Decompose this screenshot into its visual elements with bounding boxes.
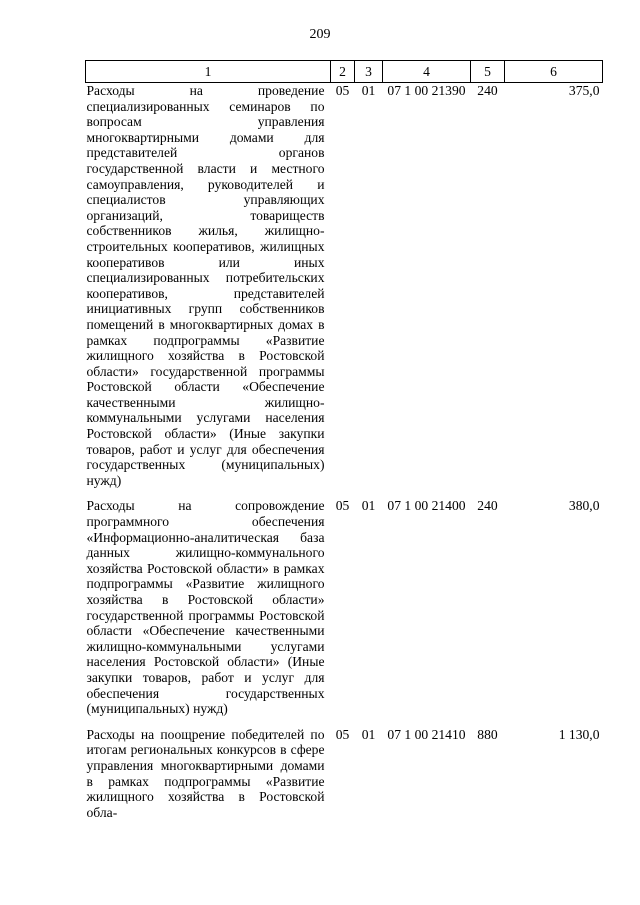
column-header-amount: 6 bbox=[505, 61, 603, 83]
page-number: 209 bbox=[309, 27, 331, 42]
row-section: 05 bbox=[335, 498, 350, 514]
column-header-target-article: 4 bbox=[383, 61, 471, 83]
budget-table bbox=[85, 60, 603, 820]
row-amount: 380,0 bbox=[568, 498, 600, 514]
column-header-section: 2 bbox=[331, 61, 355, 83]
row-description: Расходы на поощрение победителей по итогам региональных конкурсов в сфере управления многоквартирными домами в рамках подпрограммы «Развитие жилищного хозяйства в Ростовской обла- bbox=[86, 726, 325, 820]
table-row bbox=[86, 498, 603, 716]
row-section: 05 bbox=[335, 83, 350, 98]
column-header-subsection: 3 bbox=[355, 61, 383, 83]
row-expense-type: 880 bbox=[477, 726, 498, 742]
row-description: Расходы на сопровождение программного обеспечения «Информационно-аналитическая база данных жилищно-коммунального хозяйства Ростовской области» в рамках подпрограммы «Развитие жилищного хозяйства в Ростовской области» государственной программы Ростовской области «Обеспечение качественными жилищно-коммунальными услугами населения Ростовской области» (Иные закупки товаров, работ и услуг для обеспечения государственных (муниципальных) нужд) bbox=[86, 498, 325, 717]
table-row bbox=[86, 727, 603, 821]
row-target-article: 07 1 00 21390 bbox=[387, 83, 466, 98]
row-subsection: 01 bbox=[361, 498, 376, 514]
row-amount: 1 130,0 bbox=[558, 726, 600, 742]
row-amount: 375,0 bbox=[568, 83, 600, 98]
row-target-article: 07 1 00 21410 bbox=[387, 726, 466, 742]
row-spacer bbox=[86, 488, 603, 498]
column-header-description: 1 bbox=[86, 61, 331, 83]
row-section: 05 bbox=[335, 726, 350, 742]
row-target-article: 07 1 00 21400 bbox=[387, 498, 466, 514]
table-row bbox=[86, 83, 603, 489]
row-subsection: 01 bbox=[361, 83, 376, 98]
column-header-expense-type: 5 bbox=[471, 61, 505, 83]
row-subsection: 01 bbox=[361, 726, 376, 742]
row-description: Расходы на проведение специализированных семинаров по вопросам управления многоквартирными домами для представителей органов государственной власти и местного самоуправления, руководителей и специалистов управляющих организаций, товариществ собственников жилья, жилищно-строительных кооперативов, жилищных кооперативов или иных специализированных потребительских кооперативов, представителей инициативных групп собственников помещений в многоквартирных домах в рамках подпрограммы «Развитие жилищного хозяйства в Ростовской области» государственной программы Ростовской области «Обеспечение качественными жилищно-коммунальными услугами населения Ростовской области» (Иные закупки товаров, работ и услуг для обеспечения государственных (муниципальных) нужд) bbox=[86, 83, 325, 488]
row-expense-type: 240 bbox=[477, 498, 498, 514]
row-spacer bbox=[86, 717, 603, 727]
table-header-row bbox=[86, 61, 603, 83]
row-expense-type: 240 bbox=[477, 83, 498, 98]
